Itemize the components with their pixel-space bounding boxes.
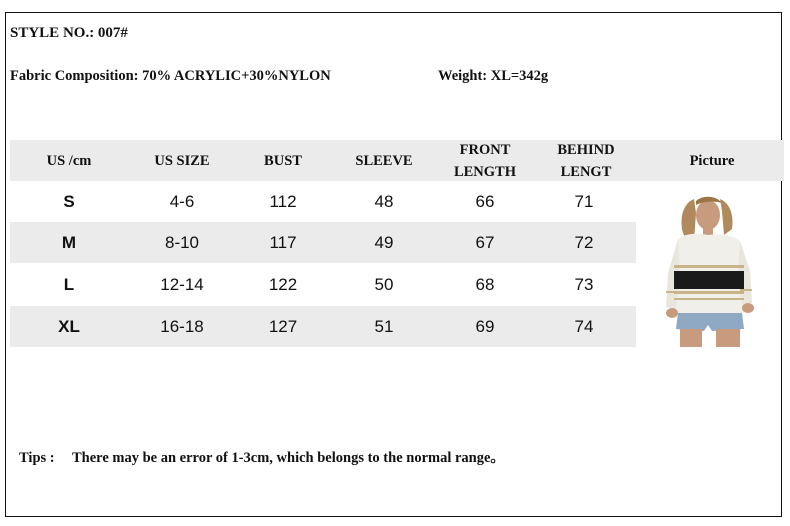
- size-label: XL: [58, 316, 80, 336]
- weight-info: Weight: XL=342g: [438, 68, 549, 84]
- style-number: STYLE NO.: 007#: [10, 25, 128, 41]
- us-size-value: 12-14: [160, 274, 204, 294]
- sweater-model-photo: [664, 195, 756, 347]
- sleeve-value: 51: [374, 316, 394, 336]
- size-label: S: [63, 191, 75, 211]
- front-length-value: 68: [475, 274, 495, 294]
- table-row: [10, 264, 636, 305]
- behind-length-value: 73: [574, 274, 594, 294]
- behind-length-value: 74: [574, 316, 594, 336]
- size-label: M: [61, 232, 77, 252]
- bust-value: 112: [269, 191, 297, 211]
- bust-value: 122: [268, 274, 298, 294]
- tips-text: There may be an error of 1-3cm, which belongs to the normal range。: [71, 450, 505, 466]
- header-behind-length: BEHIND LENGT: [557, 141, 615, 180]
- bust-value: 117: [269, 232, 297, 252]
- behind-length-value: 72: [574, 232, 594, 252]
- front-length-value: 69: [475, 316, 495, 336]
- header-sleeve: SLEEVE: [355, 152, 413, 169]
- table-row: [10, 306, 636, 347]
- tips-note: [19, 446, 505, 467]
- sleeve-value: 48: [374, 191, 394, 211]
- header-front-length: FRONT LENGTH: [453, 141, 517, 180]
- table-row: [10, 222, 636, 263]
- front-length-value: 67: [475, 232, 495, 252]
- table-header-row: [10, 140, 784, 181]
- sleeve-value: 49: [374, 232, 394, 252]
- header-bust: BUST: [264, 152, 302, 169]
- header-picture: Picture: [689, 152, 735, 169]
- front-length-value: 66: [475, 191, 495, 211]
- header-us-size: US SIZE: [154, 152, 210, 169]
- fabric-composition: Fabric Composition: 70% ACRYLIC+30%NYLON: [10, 68, 331, 84]
- us-size-value: 8-10: [164, 232, 200, 252]
- us-size-value: 4-6: [169, 191, 195, 211]
- behind-length-value: 71: [574, 191, 594, 211]
- table-row: [10, 181, 636, 222]
- header-us-cm: US /cm: [46, 152, 92, 169]
- size-label: L: [63, 274, 75, 294]
- us-size-value: 16-18: [160, 316, 204, 336]
- sweater-illustration: [664, 195, 756, 347]
- tips-label: Tips :: [19, 450, 55, 466]
- sleeve-value: 50: [374, 274, 394, 294]
- bust-value: 127: [268, 316, 298, 336]
